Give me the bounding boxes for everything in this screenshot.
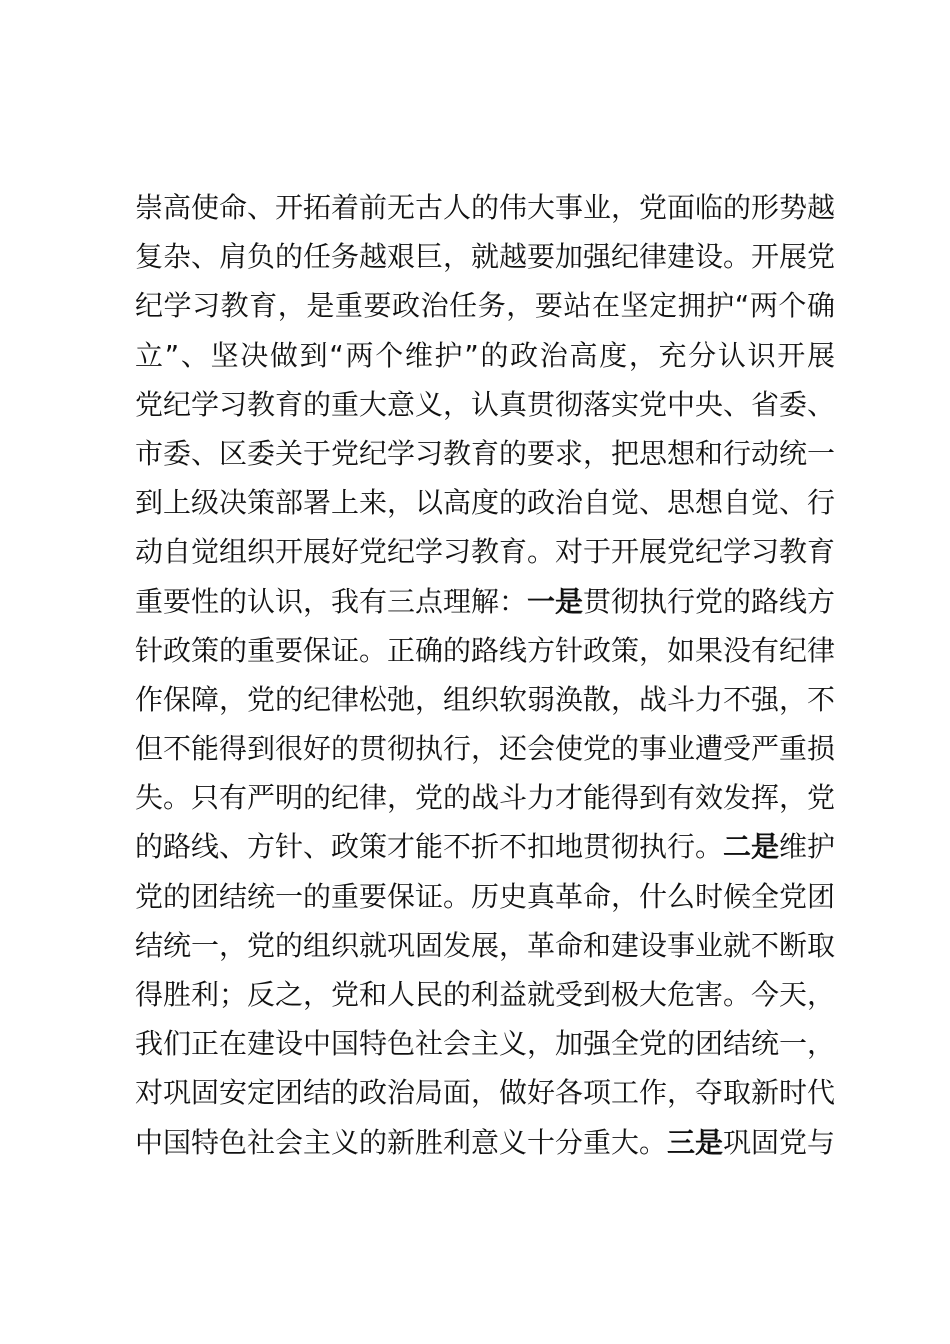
bold-text-segment: 三是 — [667, 1125, 724, 1159]
text-line — [135, 232, 835, 281]
text-line — [135, 1019, 835, 1068]
text-segment: 我们正在建设中国特色社会主义，加强全党的团结统一， — [135, 1027, 835, 1061]
text-segment: 针政策的重要保证。正确的路线方针政策，如果没有纪律 — [135, 633, 835, 667]
text-line — [135, 724, 835, 773]
text-segment: 对巩固安定团结的政治局面，做好各项工作，夺取新时代 — [135, 1076, 835, 1110]
text-line — [135, 478, 835, 527]
text-segment: 纪学习教育，是重要政治任务，要站在坚定拥护“两个确 — [135, 289, 835, 323]
bold-text-segment: 二是 — [723, 830, 780, 864]
text-segment: 维护 — [779, 830, 835, 864]
body-text — [135, 183, 835, 1167]
text-line — [135, 921, 835, 970]
text-segment: 但不能得到很好的贯彻执行，还会使党的事业遭受严重损 — [135, 732, 835, 766]
text-segment: 复杂、肩负的任务越艰巨，就越要加强纪律建设。开展党 — [135, 240, 835, 274]
text-segment: 市委、区委关于党纪学习教育的要求，把思想和行动统一 — [135, 436, 835, 470]
text-segment: 巩固党与 — [723, 1125, 835, 1159]
text-segment: 贯彻执行党的路线方 — [583, 584, 835, 618]
text-segment: 结统一，党的组织就巩固发展，革命和建设事业就不断取 — [135, 928, 835, 962]
text-line — [135, 872, 835, 921]
text-segment: 到上级决策部署上来，以高度的政治自觉、思想自觉、行 — [135, 486, 835, 520]
text-line — [135, 183, 835, 232]
text-segment: 作保障，党的纪律松弛，组织软弱涣散，战斗力不强，不 — [135, 682, 835, 716]
text-line — [135, 1068, 835, 1117]
text-line — [135, 380, 835, 429]
bold-text-segment: 一是 — [527, 584, 584, 618]
text-segment: 动自觉组织开展好党纪学习教育。对于开展党纪学习教育 — [135, 535, 835, 569]
text-line — [135, 1118, 835, 1167]
text-segment: 党纪学习教育的重大意义，认真贯彻落实党中央、省委、 — [135, 387, 835, 421]
text-line — [135, 527, 835, 576]
text-line — [135, 626, 835, 675]
text-segment: 得胜利；反之，党和人民的利益就受到极大危害。今天， — [135, 978, 835, 1011]
text-segment: 重要性的认识，我有三点理解： — [135, 584, 528, 618]
text-line — [135, 822, 835, 871]
text-segment: 中国特色社会主义的新胜利意义十分重大。 — [135, 1125, 668, 1159]
text-segment: 失。只有严明的纪律，党的战斗力才能得到有效发挥，党 — [135, 781, 835, 815]
text-line — [135, 773, 835, 822]
text-line — [135, 429, 835, 478]
text-line — [135, 281, 835, 330]
text-segment: 的路线、方针、政策才能不折不扣地贯彻执行。 — [135, 830, 724, 864]
text-line — [135, 675, 835, 724]
text-line — [135, 577, 835, 626]
text-segment: 党的团结统一的重要保证。历史真革命，什么时候全党团 — [135, 879, 835, 913]
text-line — [135, 331, 835, 380]
text-segment: 崇高使命、开拓着前无古人的伟大事业，党面临的形势越 — [135, 191, 835, 224]
text-line — [135, 970, 835, 1019]
text-segment: 立”、坚决做到“两个维护”的政治高度，充分认识开展 — [135, 338, 835, 372]
